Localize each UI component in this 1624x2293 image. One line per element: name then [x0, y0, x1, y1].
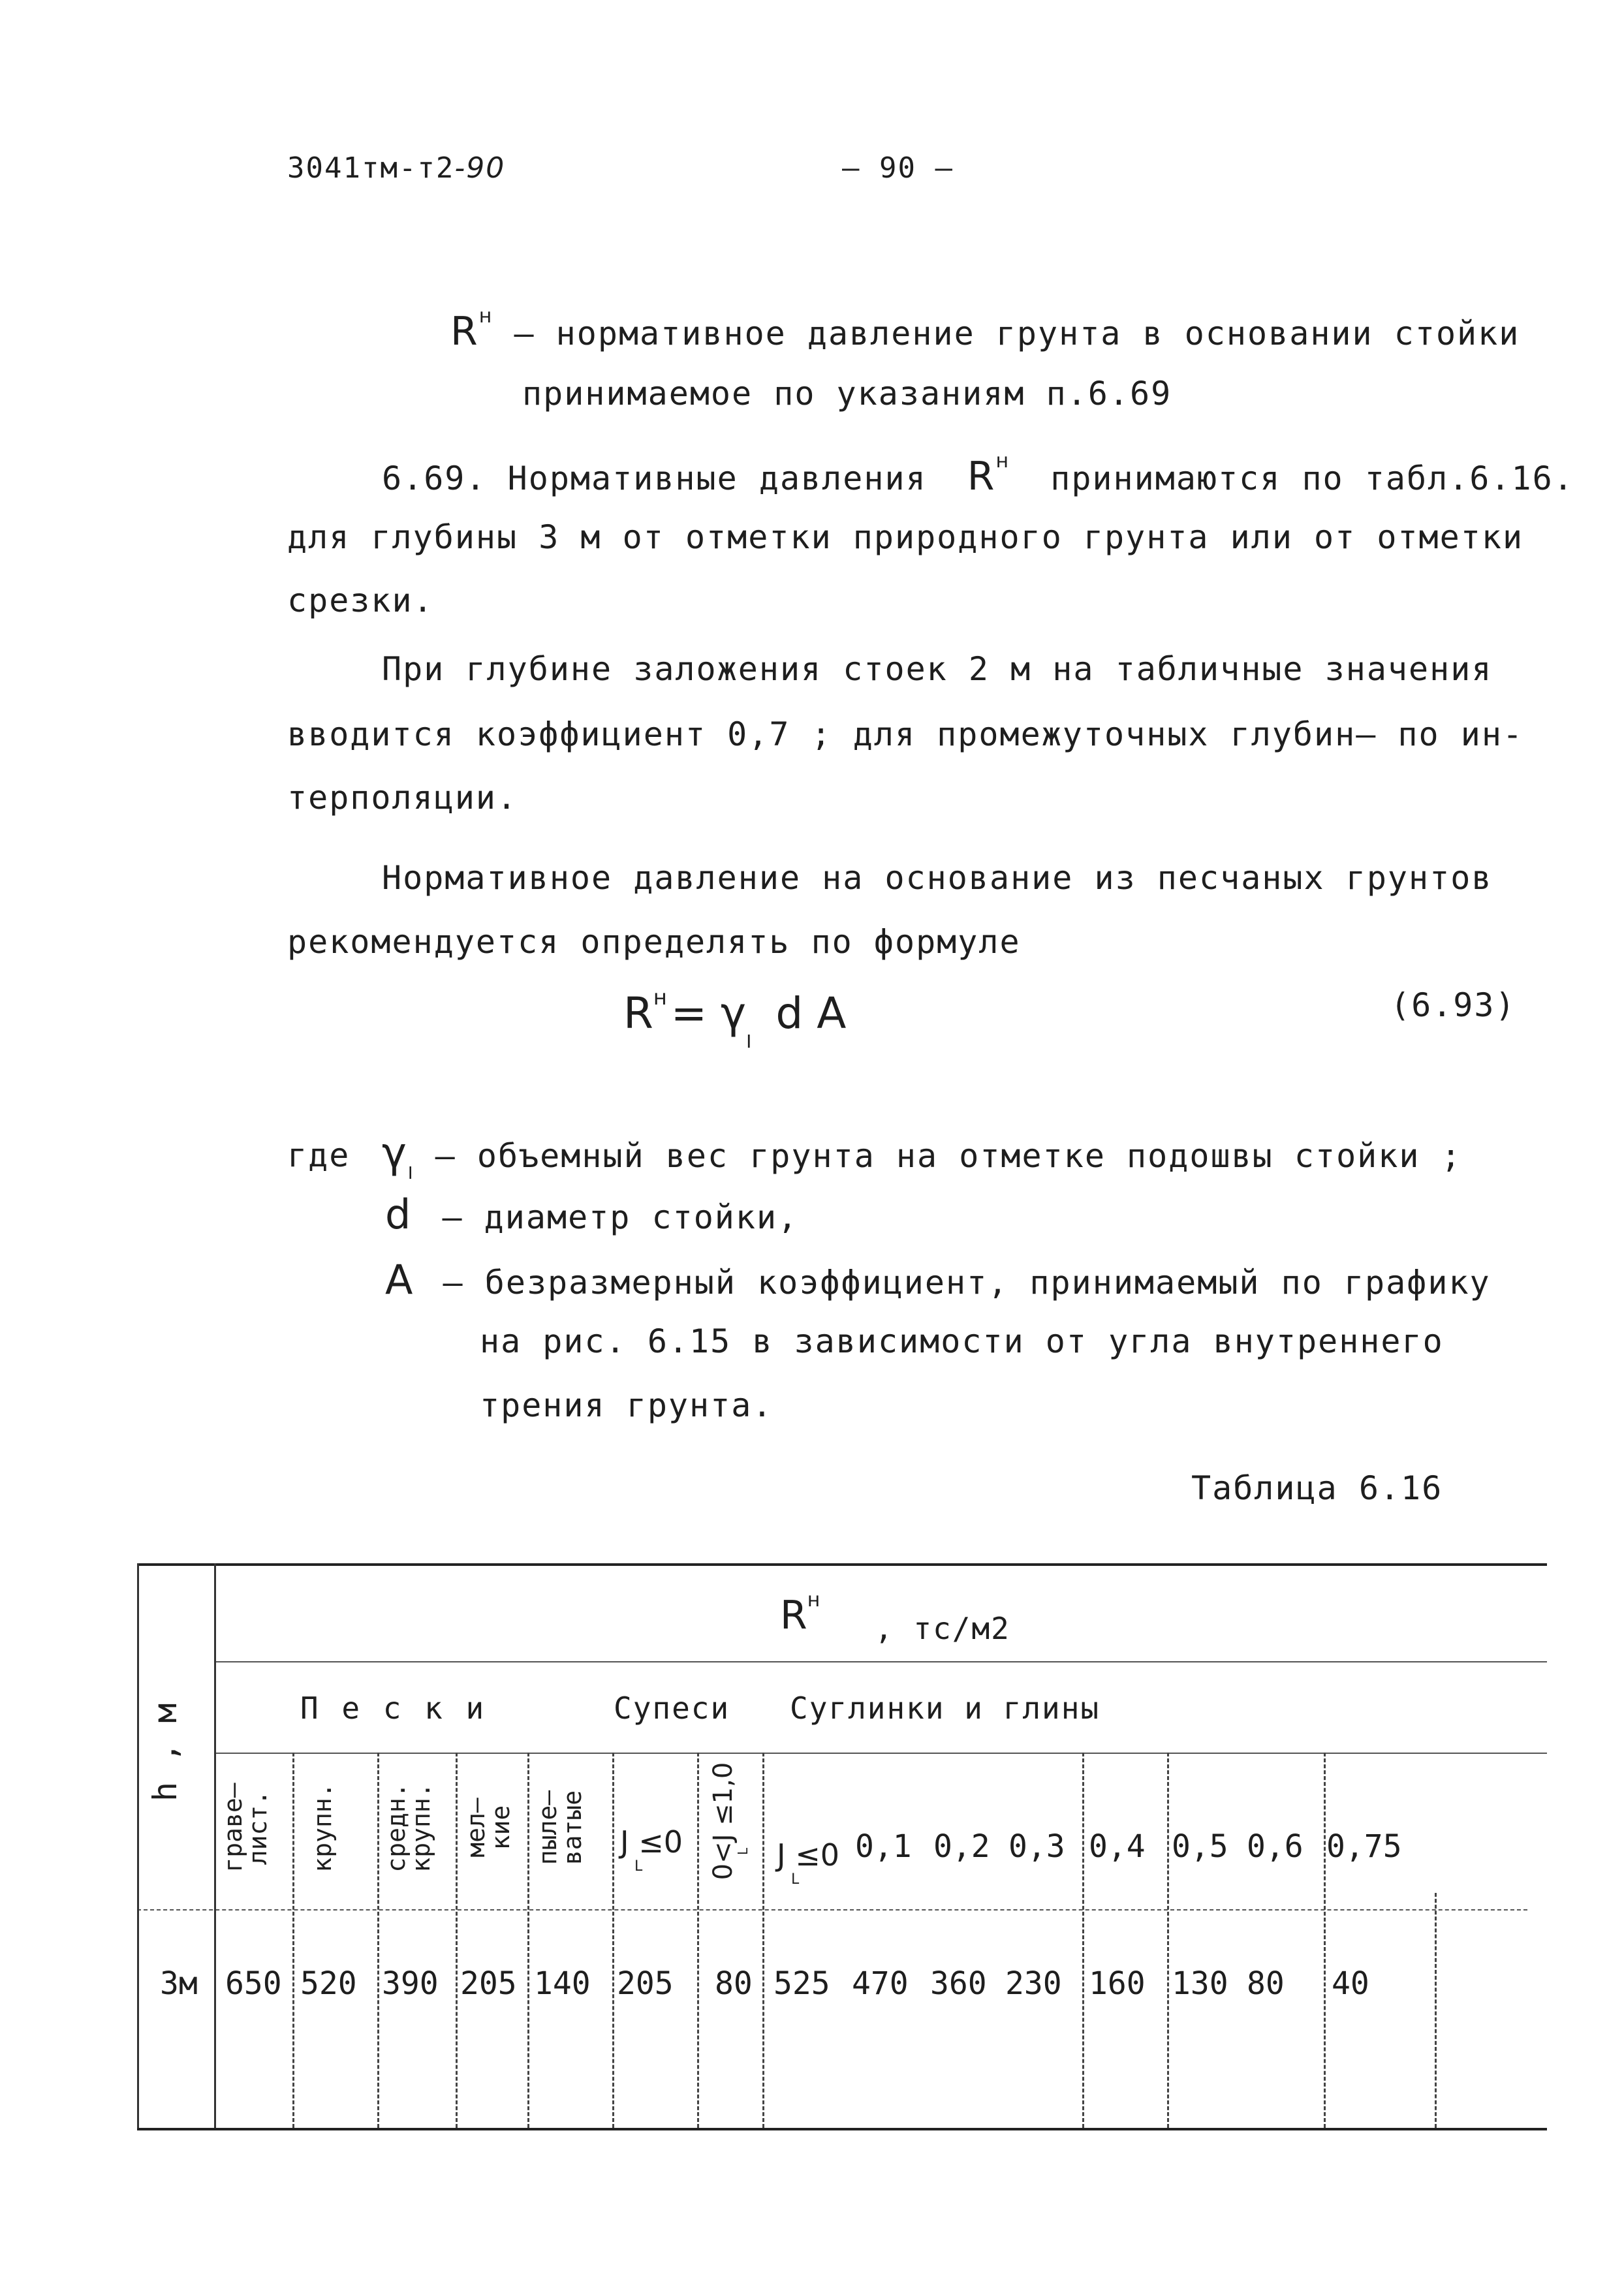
value-supes-1: 205 — [617, 1965, 674, 2002]
col-clay-03: 0,3 — [1008, 1828, 1065, 1865]
col-divider — [1082, 1753, 1085, 2128]
col-medium — [384, 1759, 433, 1896]
col-supes-2 — [708, 1749, 751, 1893]
gamma-symbol: γ — [382, 1129, 408, 1178]
col-clay-06: 0,6 — [1247, 1828, 1304, 1865]
paragraph-669-line3: срезки. — [287, 582, 434, 619]
col-supes-2-text: 0<J ≤1,0 — [708, 1762, 738, 1880]
table-title — [780, 1589, 820, 1638]
value-clay-075: 40 — [1332, 1965, 1369, 2002]
paragraph-sand-line1: Нормативное давление на основание из песчаных грунтов — [382, 859, 1493, 897]
col-supes-1 — [620, 1824, 683, 1875]
col-divider — [1435, 1893, 1438, 2128]
value-gravel: 650 — [225, 1965, 282, 2002]
formula-r: R — [623, 988, 653, 1038]
definition-d — [385, 1191, 799, 1238]
value-clay-03: 230 — [1005, 1965, 1062, 2002]
definition-a-text: – безразмерный коэффициент, принимаемый по графику — [443, 1264, 1491, 1302]
paragraph-669-end: принимаются по табл.6.16. — [1050, 460, 1574, 497]
col-fine — [463, 1759, 513, 1896]
group-sandy-loam: Супеси — [614, 1691, 730, 1726]
header-depth: h , м — [146, 1703, 184, 1802]
value-clay-04: 160 — [1089, 1965, 1146, 2002]
value-clay-02: 360 — [930, 1965, 987, 2002]
r-symbol: R — [967, 454, 996, 499]
col-divider — [292, 1753, 296, 2128]
definition-r-line1 — [450, 305, 1520, 354]
group-loam-clay: Суглинки и глины — [790, 1691, 1101, 1726]
paragraph-669-line1 — [382, 450, 1574, 499]
d-symbol: d — [385, 1191, 413, 1238]
value-clay-05: 130 — [1172, 1965, 1228, 2002]
formula-subscript: I — [746, 1031, 752, 1052]
col-divider — [1324, 1753, 1327, 2128]
col-divider — [612, 1753, 616, 2128]
paragraph-sand-line2: рекомендуется определять по формуле — [287, 923, 1021, 961]
col-divider — [1167, 1753, 1170, 2128]
table-title-units: , тс/м2 — [875, 1611, 1010, 1646]
definition-gamma-text: – объемный вес грунта на отметке подошвы стойки ; — [435, 1137, 1462, 1175]
col-silty — [535, 1759, 585, 1896]
r-symbol: R — [450, 309, 479, 354]
table-left-border — [137, 1563, 140, 2128]
value-medium: 390 — [382, 1965, 439, 2002]
col-supes-1-sub: L — [634, 1858, 643, 1875]
col-clay-0 — [777, 1837, 839, 1888]
col-clay-0-sub: L — [791, 1871, 800, 1888]
col-clay-04: 0,4 — [1089, 1828, 1146, 1865]
col-coarse: крупн. — [308, 1783, 337, 1873]
paragraph-669-line2: для глубины 3 м от отметки природного грунта или от отметки — [287, 518, 1524, 556]
col-silty-line2: ватые — [558, 1790, 587, 1865]
col-clay-0-text: J ≤0 — [777, 1837, 839, 1873]
formula-superscript: н — [653, 985, 667, 1010]
definition-r-line2: принимаемое по указаниям п.6.69 — [522, 375, 1172, 413]
col-fine-line1: мел– — [461, 1798, 490, 1858]
value-coarse: 520 — [300, 1965, 357, 2002]
col-divider — [377, 1753, 381, 2128]
table-title-divider — [215, 1661, 1547, 1662]
page-number: – 90 – — [842, 151, 954, 185]
r-superscript: н — [995, 450, 1010, 473]
gamma-subscript: I — [407, 1164, 414, 1183]
value-supes-2: 80 — [715, 1965, 753, 2002]
col-fine-line2: кие — [486, 1805, 515, 1850]
col-gravel-line1: граве– — [219, 1783, 247, 1873]
definition-a-line3: трения грунта. — [480, 1386, 773, 1424]
value-clay-0: 525 — [773, 1965, 830, 2002]
formula-d-a: d A — [775, 988, 847, 1038]
group-sands: П е с к и — [300, 1691, 487, 1726]
value-silty: 140 — [534, 1965, 591, 2002]
col-divider — [697, 1753, 700, 2128]
document-code-suffix: -90 — [454, 151, 506, 185]
definition-gamma — [382, 1129, 1462, 1183]
value-clay-01: 470 — [852, 1965, 909, 2002]
table-title-superscript: н — [807, 1589, 820, 1612]
formula-gamma: = γ — [670, 988, 747, 1038]
table-bottom-border — [137, 2128, 1547, 2130]
col-divider — [456, 1753, 459, 2128]
col-supes-1-text: J ≤0 — [620, 1824, 683, 1860]
col-clay-05: 0,5 — [1172, 1828, 1228, 1865]
definition-a-line2: на рис. 6.15 в зависимости от угла внутреннего — [480, 1322, 1444, 1360]
table-caption: Таблица 6.16 — [1191, 1469, 1443, 1507]
formula-number: (6.93) — [1390, 986, 1516, 1024]
col-clay-02: 0,2 — [933, 1828, 990, 1865]
col-divider — [527, 1753, 531, 2128]
col-gravel — [221, 1759, 270, 1896]
paragraph-depth-line1: При глубине заложения стоек 2 м на табличные значения — [382, 650, 1493, 688]
col-clay-075: 0,75 — [1326, 1828, 1402, 1865]
paragraph-669-start: 6.69. Нормативные давления — [382, 460, 927, 497]
table-header-divider — [137, 1909, 1527, 1912]
table-title-r: R — [780, 1593, 807, 1638]
definition-d-text: – диаметр стойки, — [442, 1198, 799, 1236]
row-depth: 3м — [160, 1965, 198, 2002]
document-code — [287, 151, 506, 185]
paragraph-depth-line3: терполяции. — [287, 779, 518, 817]
definition-a-line1 — [385, 1256, 1491, 1303]
col-gravel-line2: лист. — [243, 1790, 272, 1865]
table-top-border — [137, 1563, 1547, 1566]
col-medium-line1: средн. — [382, 1783, 411, 1873]
col-clay-01: 0,1 — [855, 1828, 912, 1865]
definition-r-text: – нормативное давление грунта в основании стойки — [514, 315, 1520, 352]
table-depth-divider — [214, 1563, 217, 2128]
formula — [623, 985, 847, 1052]
a-symbol: A — [385, 1256, 414, 1303]
r-superscript: н — [478, 305, 493, 328]
value-clay-06: 80 — [1247, 1965, 1285, 2002]
value-fine: 205 — [460, 1965, 517, 2002]
paragraph-depth-line2: вводится коэффициент 0,7 ; для промежуточных глубин– по ин- — [287, 715, 1524, 753]
col-divider — [762, 1753, 766, 2128]
col-supes-2-sub: L — [735, 1847, 751, 1855]
where-word: где — [287, 1136, 351, 1174]
document-code-main: 3041тм-т2 — [287, 151, 455, 185]
col-medium-line2: крупн. — [407, 1783, 435, 1873]
table-group-divider — [215, 1753, 1547, 1754]
col-silty-line1: пыле– — [533, 1790, 562, 1865]
